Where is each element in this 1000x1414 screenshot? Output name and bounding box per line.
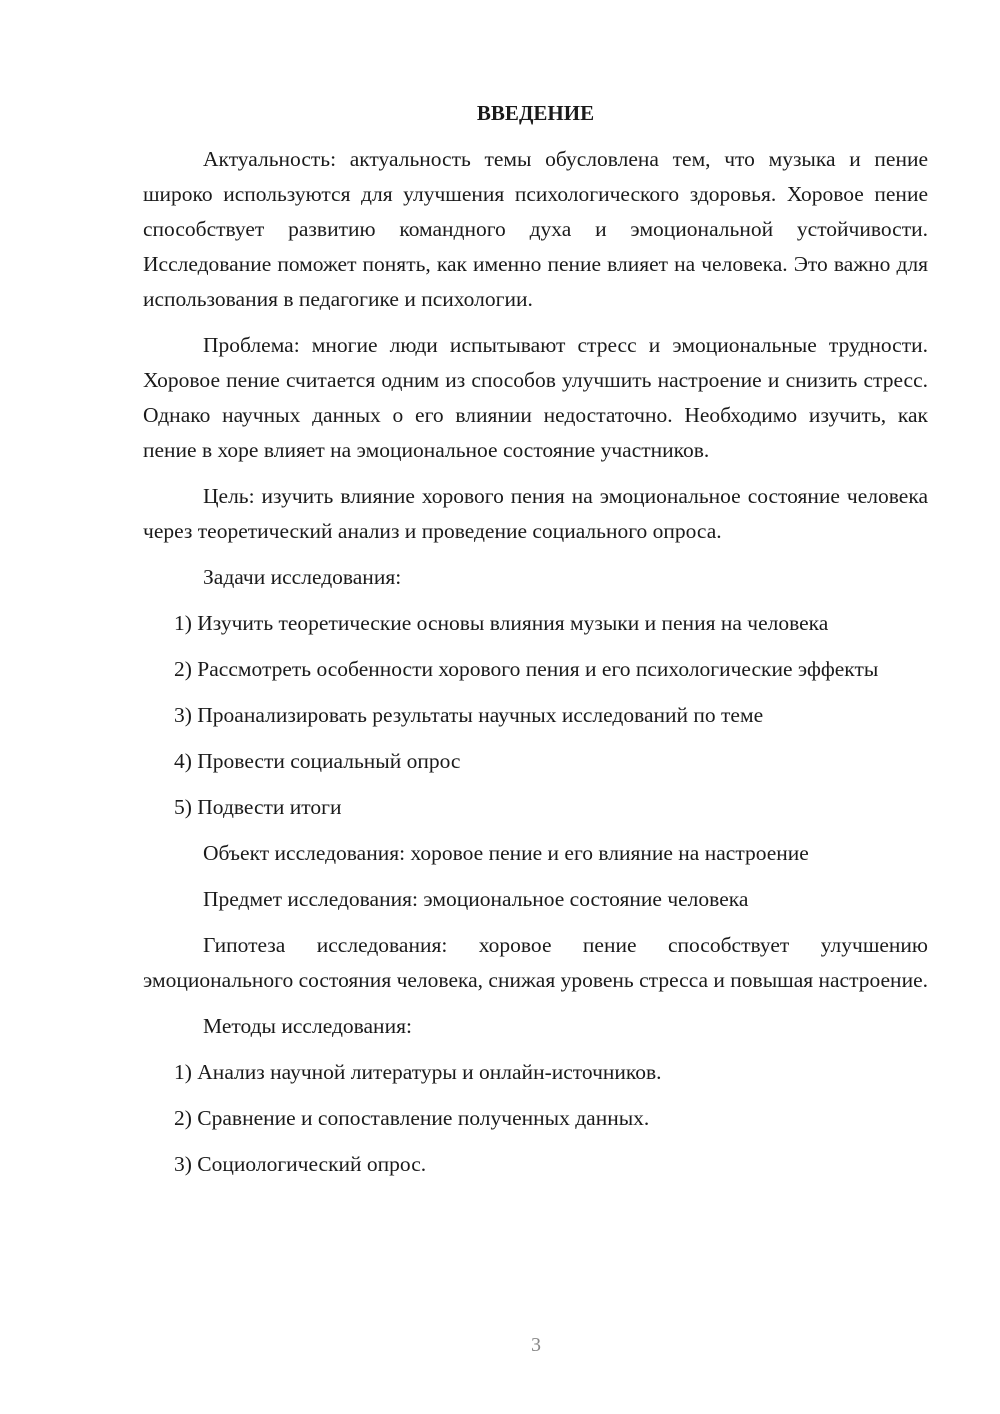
method-item-1: 1) Анализ научной литературы и онлайн-источников. [174, 1060, 662, 1084]
subject-line: Предмет исследования: эмоциональное состояние человека [203, 887, 749, 911]
goal-paragraph: Цель: изучить влияние хорового пения на эмоциональное состояние человека через теоретический анализ и проведение социального опроса. [143, 484, 928, 543]
section-title: ВВЕДЕНИЕ [476, 101, 595, 125]
task-item-5: 5) Подвести итоги [174, 795, 342, 819]
task-item-3: 3) Проанализировать результаты научных исследований по теме [174, 703, 764, 727]
task-item-1: 1) Изучить теоретические основы влияния музыки и пения на человека [174, 611, 829, 635]
object-line: Объект исследования: хоровое пение и его влияние на настроение [203, 841, 809, 865]
task-item-2: 2) Рассмотреть особенности хорового пения и его психологические эффекты [174, 657, 879, 681]
tasks-heading: Задачи исследования: [203, 565, 402, 589]
method-item-2: 2) Сравнение и сопоставление полученных данных. [174, 1106, 650, 1130]
task-item-4: 4) Провести социальный опрос [174, 749, 461, 773]
hypothesis-paragraph: Гипотеза исследования: хоровое пение способствует улучшению эмоционального состояния человека, снижая уровень стресса и повышая настроение. [143, 933, 928, 992]
methods-heading: Методы исследования: [203, 1014, 412, 1038]
page-number: 3 [531, 1334, 541, 1356]
relevance-paragraph: Актуальность: актуальность темы обусловлена тем, что музыка и пение широко используются для улучшения психологического здоровья. Хоровое пение способствует развитию командного духа и эмоциональной устойчивости. Исследование поможет понять, как именно пение влияет на человека. Это важно для использования в педагогике и психологии. [143, 147, 928, 311]
problem-paragraph: Проблема: многие люди испытывают стресс и эмоциональные трудности. Хоровое пение считается одним из способов улучшить настроение и снизить стресс. Однако научных данных о его влиянии недостаточно. Необходимо изучить, как пение в хоре влияет на эмоциональное состояние участников. [143, 333, 928, 462]
method-item-3: 3) Социологический опрос. [174, 1152, 427, 1176]
page-content [143, 96, 928, 1193]
